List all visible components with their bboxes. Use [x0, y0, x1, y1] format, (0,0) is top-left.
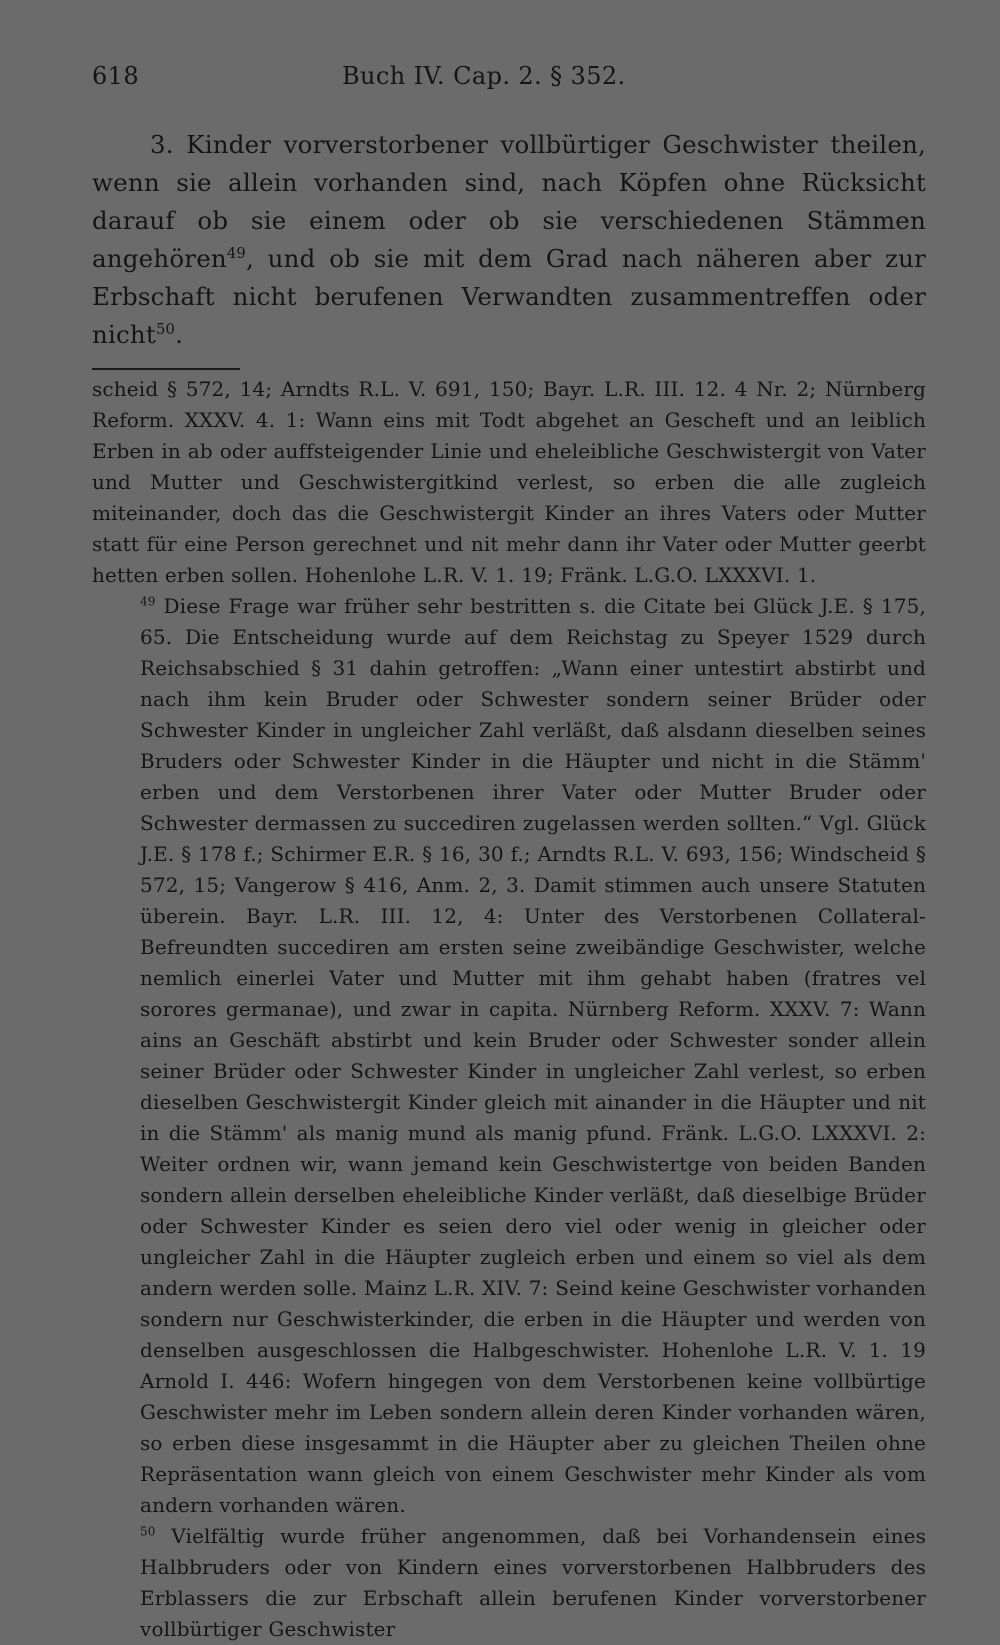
footnote-divider: [92, 368, 240, 370]
footnote-50-number: 50: [140, 1524, 156, 1539]
running-title: Buch IV. Cap. 2. § 352.: [342, 62, 626, 90]
footnote-49-text: Diese Frage war früher sehr bestritten s. die Citate bei Glück J.E. § 175, 65. Die Entscheidung wurde auf dem Reichstag zu Speyer 1529 durch Reichsabschied § 31 dahin getroffen: „Wann einer untestirt abstirbt und nach ihm kein Bruder oder Schwester sondern seiner Brüder oder Schwester Kinder in ungleicher Zahl verläßt, daß alsdann dieselben seines Bruders oder Schwester Kinder in die Häupter und nicht in die Stämm' erben und dem Verstorbenen ihrer Vater oder Mutter Bruder oder Schwester dermassen zu succediren zugelassen werden sollten.“ Vgl. Glück J.E. § 178 f.; Schirmer E.R. § 16, 30 f.; Arndts R.L. V. 693, 156; Windscheid § 572, 15; Vangerow § 416, Anm. 2, 3. Damit stimmen auch unsere Statuten überein. Bayr. L.R. III. 12, 4: Unter des Verstorbenen Collateral-Befreundten succediren am ersten seine zweibändige Geschwister, welche nemlich einerlei Vater und Mutter mit ihm gehabt haben (fratres vel sorores germanae), und zwar in capita. Nürnberg Reform. XXXV. 7: Wann ains an Geschäft abstirbt und kein Bruder oder Schwester sonder allein seiner Brüder oder Schwester Kinder in ungleicher Zahl verlest, so erben dieselben Geschwistergit Kinder gleich mit ainander in die Häupter und nit in die Stämm' als manig mund als manig pfund. Fränk. L.G.O. LXXXVI. 2: Weiter ordnen wir, wann jemand kein Geschwistertge von beiden Banden sondern allein derselben eheleibliche Kinder verläßt, daß dieselbige Brüder oder Schwester Kinder es seien dero viel oder wenig in gleicher oder ungleicher Zahl in die Häupter zugleich erben und einem so viel als dem andern werden solle. Mainz L.R. XIV. 7: Seind keine Geschwister vorhanden sondern nur Geschwisterkinder, die erben in die Häupter und werden von denselben ausgeschlossen die Halbgeschwister. Hohenlohe L.R. V. 1. 19 Arnold I. 446: Wofern hingegen von dem Verstorbenen keine vollbürtige Geschwister mehr im Leben sondern allein deren Kinder vorhanden wären, so erben diese insgesammt in die Häupter aber zu gleichen Theilen ohne Repräsentation wann gleich von einem Geschwister mehr Kinder als vom andern vorhanden wären.: [140, 594, 926, 1517]
page-number: 618: [92, 62, 140, 90]
paragraph-text-start: 3. Kinder vorverstorbener vollbürtiger Geschwister theilen, wenn sie allein vorhanden sind, nach Köpfen ohne Rücksicht darauf ob sie einem oder ob sie verschiedenen Stämmen angehören: [92, 130, 926, 273]
paragraph-text-middle: , und ob sie mit dem Grad nach näheren aber zur Erbschaft nicht berufenen Verwandten zusammentreffen oder nicht: [92, 244, 926, 349]
footnote-50: [92, 1521, 926, 1645]
footnote-reference-50: 50: [155, 320, 176, 338]
main-paragraph: [92, 126, 926, 354]
footnote-reference-49: 49: [226, 244, 246, 262]
paragraph-text-end: .: [175, 320, 184, 349]
footnote-50-text: Vielfältig wurde früher angenommen, daß bei Vorhandensein eines Halbbruders oder von Kindern eines vorverstorbenen Halbbruders des Erblassers die zur Erbschaft allein berufenen Kinder vorverstorbener vollbürtiger Geschwister: [140, 1524, 926, 1641]
footnote-49-number: 49: [140, 594, 156, 609]
page-header: [92, 62, 926, 102]
footnote-continuation: scheid § 572, 14; Arndts R.L. V. 691, 150; Bayr. L.R. III. 12. 4 Nr. 2; Nürnberg Reform. XXXV. 4. 1: Wann eins mit Todt abgehet an Gescheft und an leiblich Erben in ab oder auffsteigender Linie und eheleibliche Geschwistergit von Vater und Mutter und Geschwistergitkind verlest, so erben die alle zugleich miteinander, doch das die Geschwistergit Kinder an ihres Vaters oder Mutter statt für eine Person gerechnet und nit mehr dann ihr Vater oder Mutter geerbt hetten erben sollen. Hohenlohe L.R. V. 1. 19; Fränk. L.G.O. LXXXVI. 1.: [92, 377, 926, 587]
footnotes-section: [92, 374, 926, 1645]
footnote-49: [92, 591, 926, 1521]
